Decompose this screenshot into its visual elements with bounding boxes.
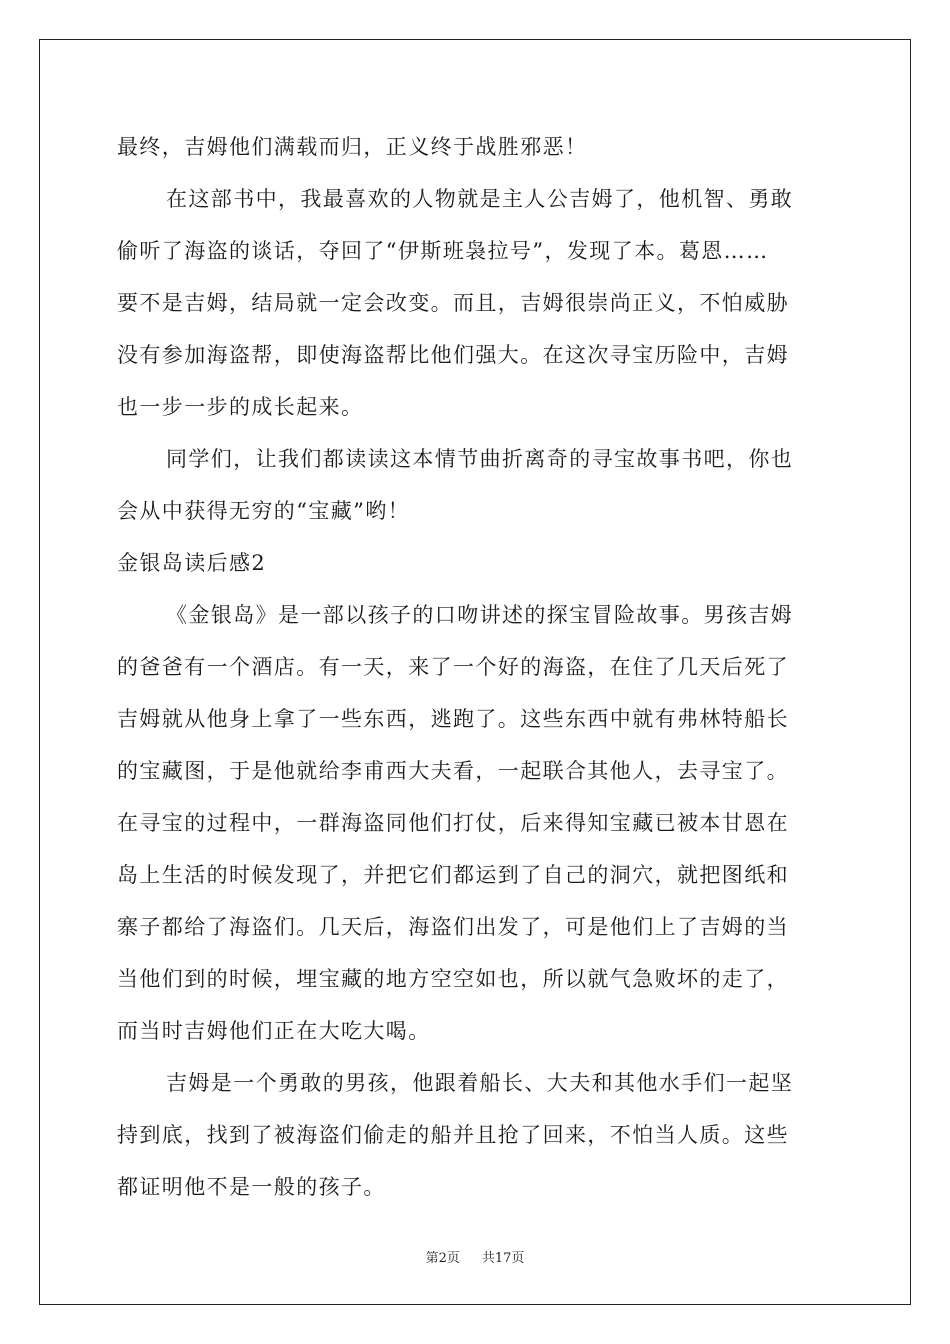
text-line: 同学们，让我们都读读这本情节曲折离奇的寻宝故事书吧，你也: [166, 447, 794, 471]
text-line: 岛上生活的时候发现了，并把它们都运到了自己的洞穴，就把图纸和: [117, 863, 789, 887]
text-line: 没有参加海盗帮，即使海盗帮比他们强大。在这次寻宝历险中，吉姆: [117, 343, 789, 367]
text-line: 寨子都给了海盗们。几天后，海盗们出发了，可是他们上了吉姆的当: [117, 915, 789, 939]
text-line: 在寻宝的过程中，一群海盗同他们打仗，后来得知宝藏已被本甘恩在: [117, 811, 789, 835]
text-line: 都证明他不是一般的孩子。: [117, 1175, 386, 1199]
text-line: 而当时吉姆他们正在大吃大喝。: [117, 1019, 431, 1043]
page-total: 共17页: [481, 1251, 525, 1266]
page-number: 第2页: [425, 1251, 460, 1266]
text-line: 在这部书中，我最喜欢的人物就是主人公吉姆了，他机智、勇敢: [166, 187, 794, 211]
text-line: 吉姆就从他身上拿了一些东西，逃跑了。这些东西中就有弗林特船长: [117, 707, 789, 731]
text-line: 当他们到的时候，埋宝藏的地方空空如也，所以就气急败坏的走了，: [117, 967, 789, 991]
text-line: 要不是吉姆，结局就一定会改变。而且，吉姆很崇尚正义，不怕威胁: [117, 291, 789, 315]
text-line: 的爸爸有一个酒店。有一天，来了一个好的海盗，在住了几天后死了: [117, 655, 789, 679]
text-line: 金银岛读后感2: [117, 551, 267, 575]
text-line: 最终，吉姆他们满载而归，正义终于战胜邪恶！: [117, 135, 588, 159]
document-body: [117, 126, 833, 1218]
text-line: 偷听了海盗的谈话，夺回了“伊斯班袅拉号”，发现了本。葛恩……: [117, 239, 769, 263]
text-line: 《金银岛》是一部以孩子的口吻讲述的探宝冒险故事。男孩吉姆: [166, 603, 794, 627]
page-footer: [0, 1247, 950, 1266]
text-line: 吉姆是一个勇敢的男孩，他跟着船长、大夫和其他水手们一起坚: [166, 1071, 794, 1095]
text-line: 也一步一步的成长起来。: [117, 395, 364, 419]
text-line: 的宝藏图，于是他就给李甫西大夫看，一起联合其他人，去寻宝了。: [117, 759, 789, 783]
text-line: 会从中获得无穷的“宝藏”哟！: [117, 499, 411, 523]
text-line: 持到底，找到了被海盗们偷走的船并且抢了回来，不怕当人质。这些: [117, 1123, 789, 1147]
